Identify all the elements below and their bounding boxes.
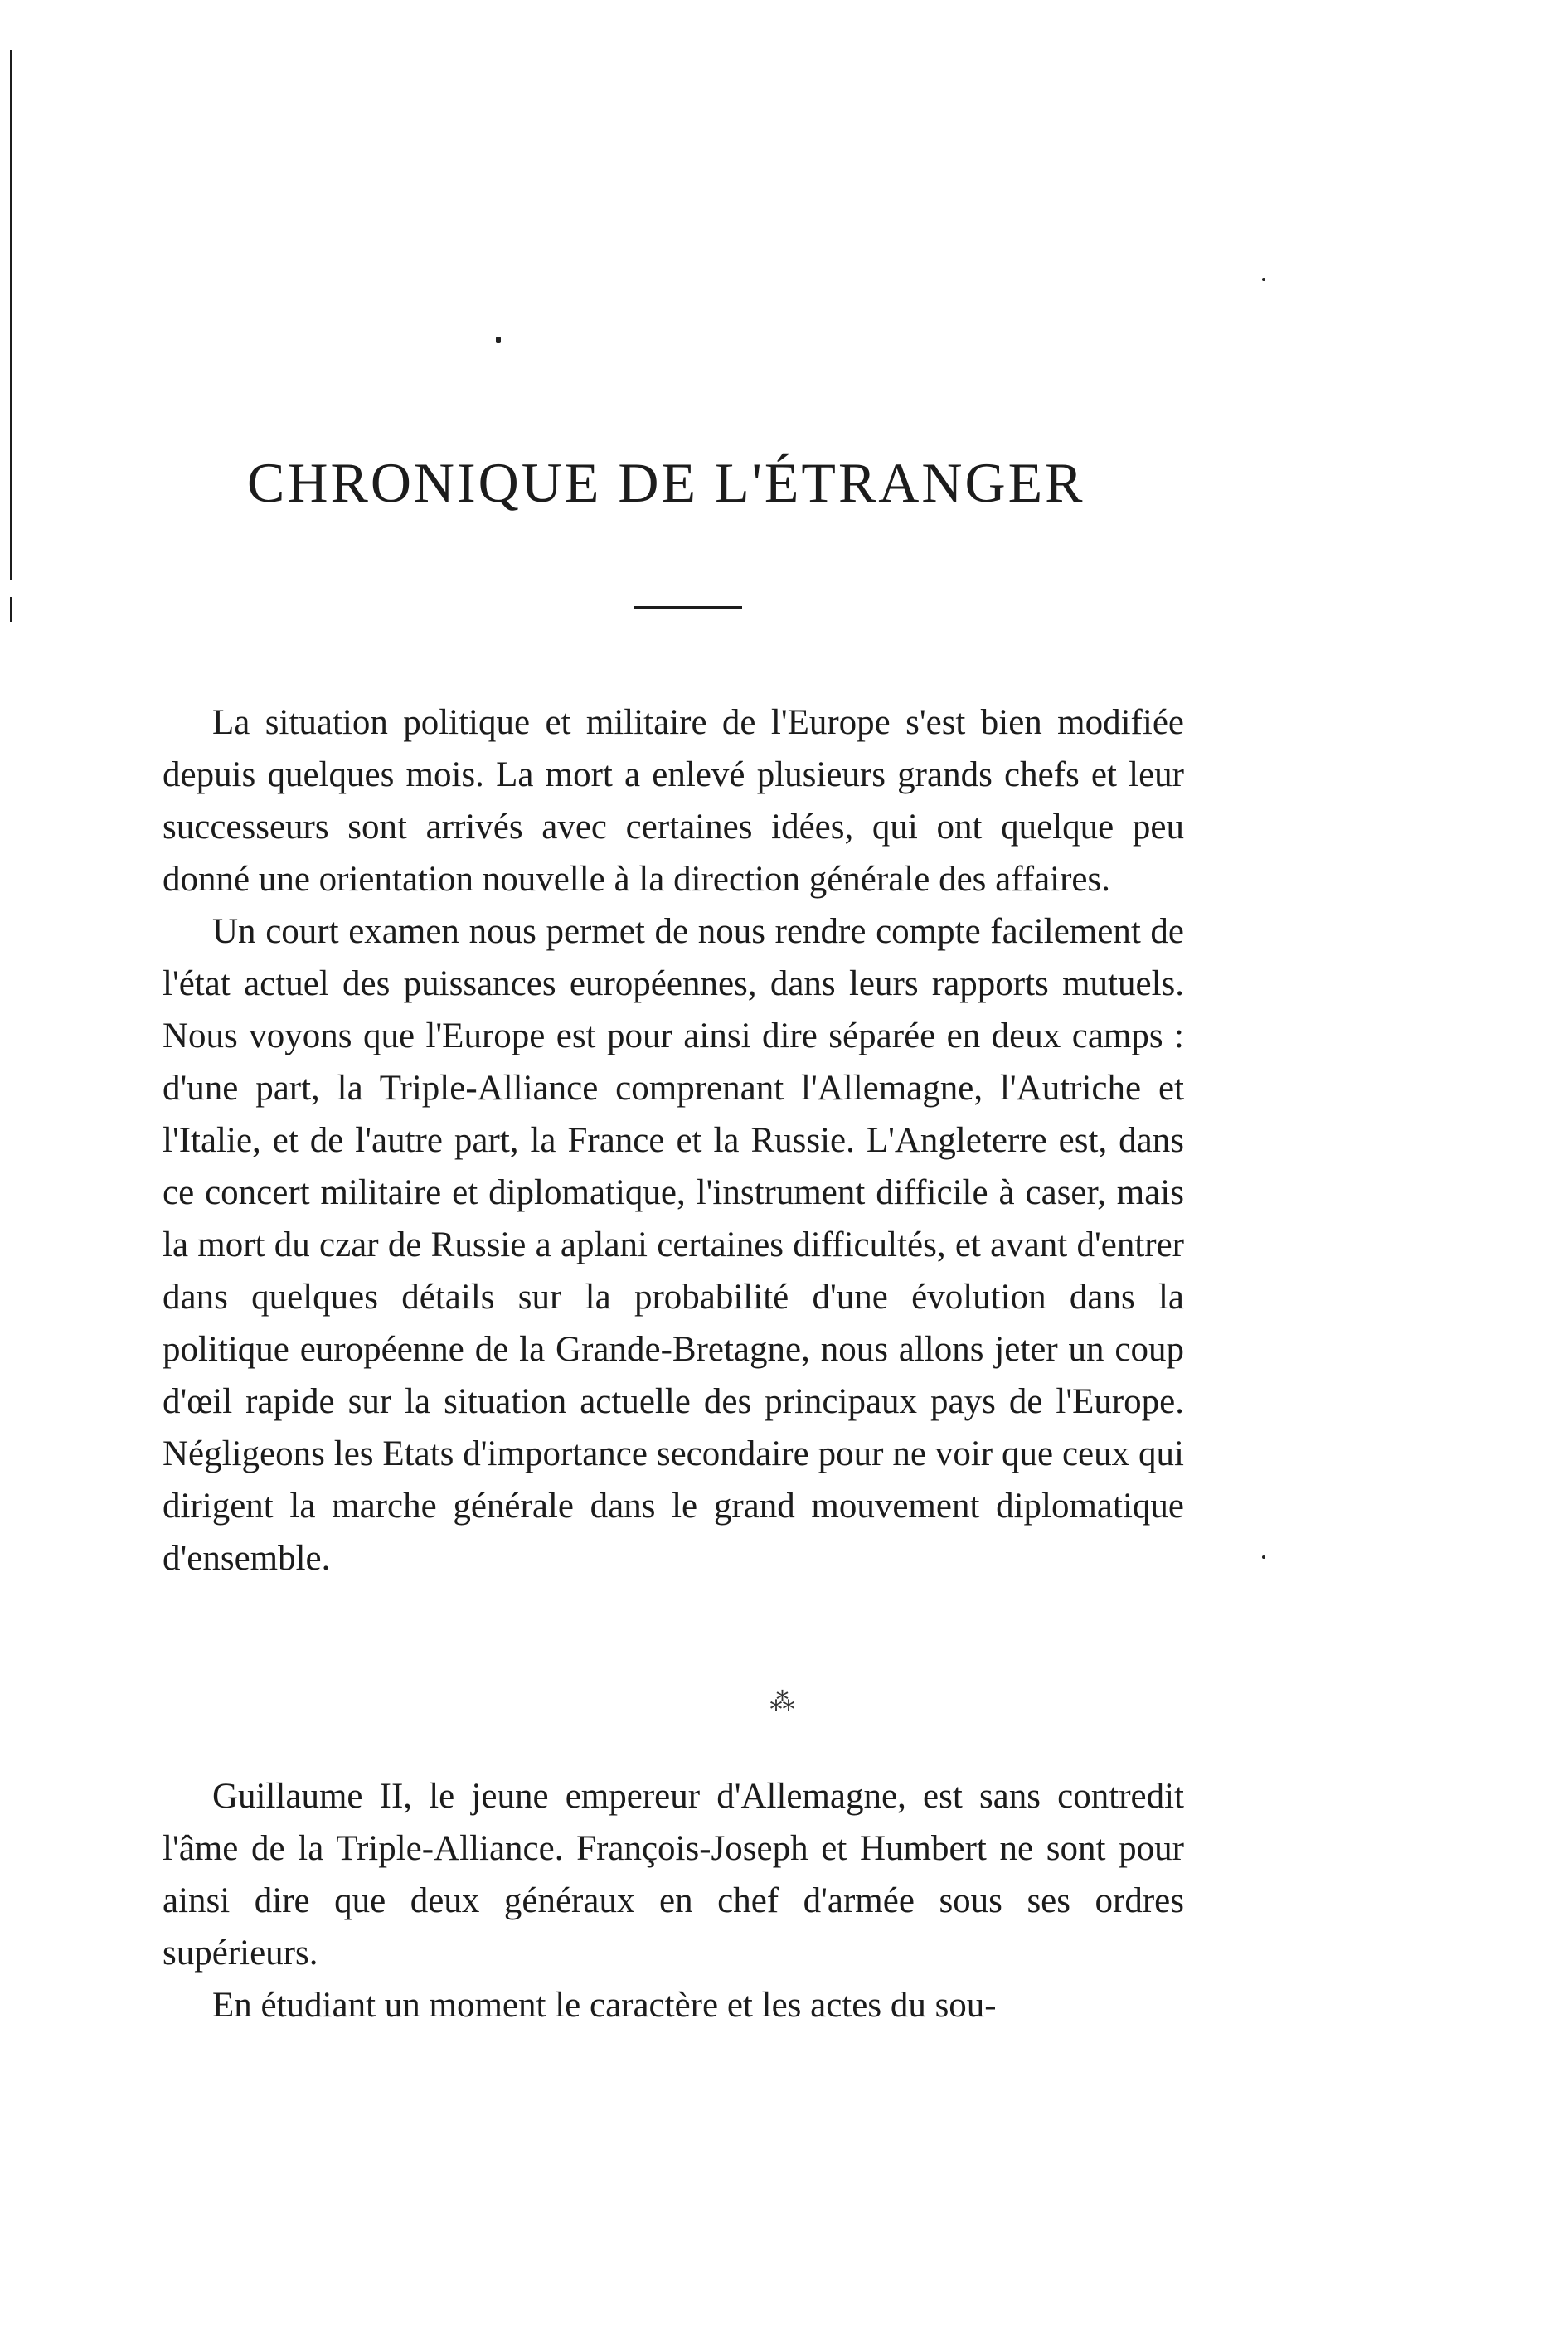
- ink-speck: [1262, 1555, 1265, 1559]
- article-section-germany: [163, 1770, 1184, 2031]
- paragraph: En étudiant un moment le caractère et les actes du sou-: [212, 1986, 997, 2025]
- ink-speck: [1262, 278, 1265, 281]
- paragraph: Guillaume II, le jeune empereur d'Allemagne, est sans contredit l'âme de la Triple-Alliance. François-Joseph et Humbert ne sont pour ainsi dire que deux généraux en chef d'armée sous ses ordres supérieurs.: [163, 1777, 1184, 1973]
- paragraph: Un court examen nous permet de nous rendre compte facilement de l'état actuel des puissances européennes, dans leurs rapports mutuels. Nous voyons que l'Europe est pour ainsi dire séparée en deux camps : d'une part, la Triple-Alliance comprenant l'Allemagne, l'Autriche et l'Italie, et de l'autre part, la France et la Russie. L'Angleterre est, dans ce concert militaire et diplomatique, l'instrument difficile à caser, mais la mort du czar de Russie a aplani certaines difficultés, et avant d'entrer dans quelques détails sur la probabilité d'une évolution dans la politique européenne de la Grande-Bretagne, nous allons jeter un coup d'œil rapide sur la situation actuelle des principaux pays de l'Europe. Négligeons les Etats d'importance secondaire pour ne voir que ceux qui dirigent la marche générale dans le grand mouvement diplomatique d'ensemble.: [163, 912, 1184, 1578]
- ink-speck: [496, 337, 501, 343]
- margin-scan-edge: [10, 50, 12, 580]
- paragraph: La situation politique et militaire de l'Europe s'est bien modifiée depuis quelques mois. La mort a enlevé plusieurs grands chefs et leur successeurs sont arrivés avec certaines idées, qui ont quelque peu donné une orientation nouvelle à la direction générale des affaires.: [163, 703, 1184, 899]
- margin-scan-edge-tail: [10, 597, 12, 622]
- article-section-intro: [163, 696, 1184, 1584]
- section-break-asterism: ⁂: [769, 1688, 799, 1715]
- page-title: CHRONIQUE DE L'ÉTRANGER: [247, 451, 1085, 514]
- title-divider: [634, 606, 742, 609]
